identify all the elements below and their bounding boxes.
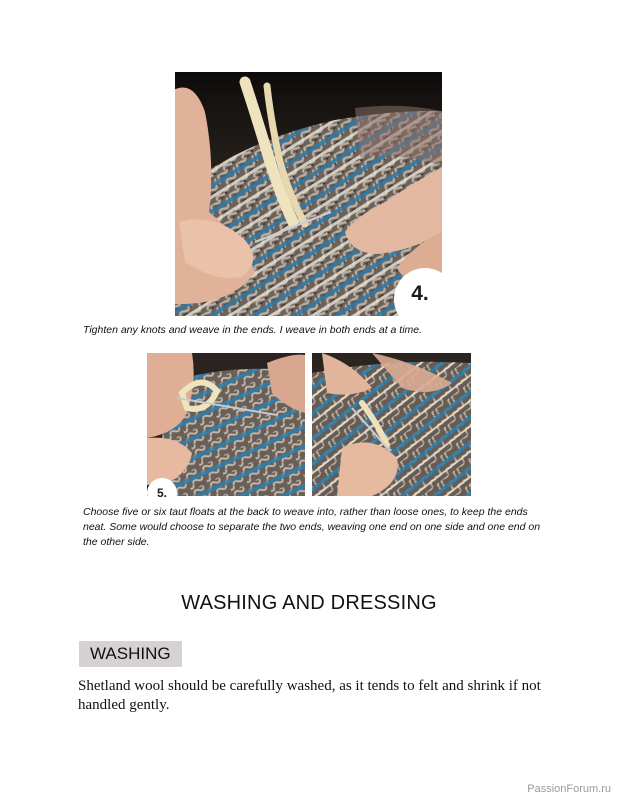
figure-4-caption: Tighten any knots and weave in the ends. I weave in both ends at a time. [83, 324, 423, 336]
subsection-title: WASHING [79, 641, 182, 667]
step-5-photo-left [147, 353, 305, 496]
knitting-photo-5-right [312, 353, 471, 496]
step-4-photo [175, 72, 442, 316]
step-5-photo-right [312, 353, 471, 496]
figure-5-caption: Choose five or six taut floats at the back to weave into, rather than loose ones, to keep the ends neat. Some would choose to separate the two ends, weaving one end on one side and one end on the other side. [83, 506, 541, 548]
watermark: PassionForum.ru [527, 783, 611, 795]
knitting-photo-5-left [147, 353, 305, 496]
step-number-4: 4. [394, 268, 442, 316]
step-number-5: 5. [147, 478, 177, 508]
body-paragraph: Shetland wool should be carefully washed, as it tends to felt and shrink if not handled gently. [78, 678, 541, 713]
section-title: WASHING AND DRESSING [181, 592, 437, 614]
